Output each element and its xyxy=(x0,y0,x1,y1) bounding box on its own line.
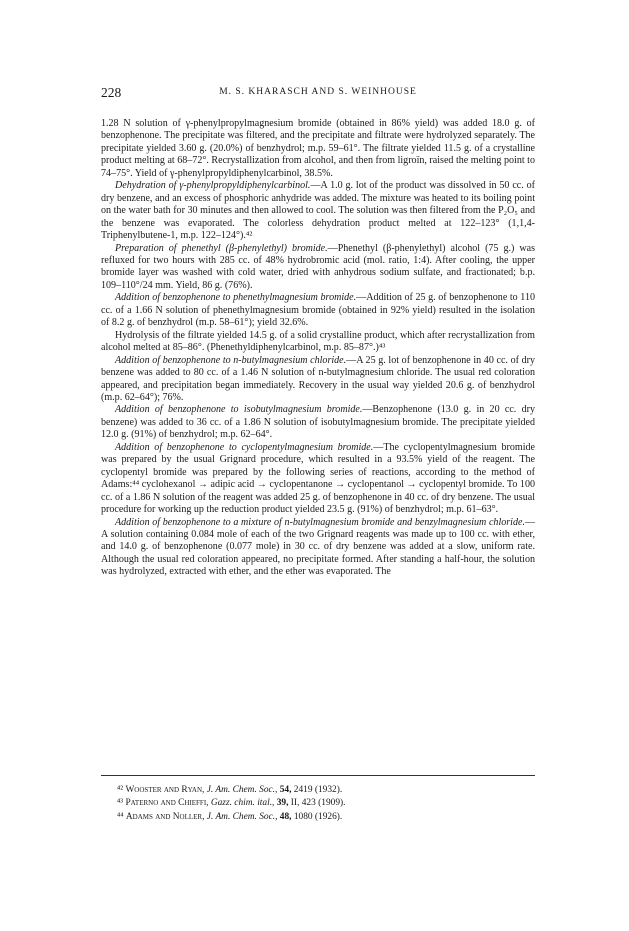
footnote-mark: ⁴⁴ xyxy=(117,811,124,822)
footnote-citation: 1080 (1926). xyxy=(293,811,343,822)
paragraph xyxy=(101,292,535,329)
section-title: Addition of benzophenone to a mixture of n-butylmagnesium bromide and benzylmagnesium chloride. xyxy=(115,516,525,528)
footnote-divider xyxy=(101,775,535,776)
footnote-volume: 54, xyxy=(279,785,292,795)
footnote-journal: J. Am. Chem. Soc., xyxy=(206,811,278,822)
paragraph-text: —Addition of 25 g. of benzophenone to 110 cc. of a 1.66 N solution of phenethylmagnesium bromide (obtained in 92% yield) resulted in the isolation of 8.2 g. of benzhydrol (m.p. 58–61°); yield 32.6%. xyxy=(101,292,535,329)
paragraph xyxy=(101,442,535,517)
page-number: 228 xyxy=(101,85,122,100)
section-title: Dehydration of γ-phenylpropyldiphenylcarbinol. xyxy=(115,180,311,192)
page-header xyxy=(101,85,535,101)
paragraph-text: Hydrolysis of the filtrate yielded 14.5 g. of a solid crystalline product, which after recrystallization from alcohol melted at 85–86°. (Phenethyldiphenylcarbinol, m.p. 85–87°.)⁴³ xyxy=(101,329,535,354)
section-title: Addition of benzophenone to phenethylmagnesium bromide. xyxy=(115,292,357,304)
paragraph-text: —Benzophenone (13.0 g. in 20 cc. dry benzene) was added to 36 cc. of a 1.86 N solution of isobutylmagnesium bromide. The precipitate yielded 12.0 g. (91%) of benzhydrol; m.p. 62–64°. xyxy=(101,404,535,441)
footnote xyxy=(101,811,535,824)
footnote-journal: Gazz. chim. ital., xyxy=(210,798,275,809)
footnote-authors: Adams and Noller, xyxy=(125,811,205,822)
footnote-volume: 48, xyxy=(279,811,292,822)
footnote-journal: J. Am. Chem. Soc., xyxy=(206,785,278,795)
paragraph-text: —A solution containing 0.084 mole of each of the two Grignard reagents was made up to 100 cc. with ether, and 14.0 g. of benzophenone (0.077 mole) in 30 cc. of dry benzene was added at a slow, uniform rate. Although the usual red coloration appeared, no precipitate formed. After standing a half-hour, the solution was hydrolyzed, extracted with ether, and the ether was evaporated. The xyxy=(101,516,535,578)
paragraph xyxy=(101,404,535,441)
paragraph xyxy=(101,243,535,293)
paragraph-text: —Phenethyl (β-phenylethyl) alcohol (75 g.) was refluxed for two hours with 285 cc. of 48% hydrobromic acid (mol. ratio, 1:4). After cooling, the upper bromide layer was washed with cold water, dried with anhydrous sodium sulfate, and fractionated; b.p. 109–110°/24 mm. Yield, 86 g. (76%). xyxy=(101,242,535,291)
running-head: M. S. KHARASCH AND S. WEINHOUSE xyxy=(219,87,417,97)
footnote-authors: Wooster and Ryan, xyxy=(125,785,205,795)
paragraph-text: —The cyclopentylmagnesium bromide was prepared by the usual Grignard procedure, which resulted in a 93.5% yield of the reagent. The cyclopentyl bromide was prepared by the following series of reactions, according to the method of Adams:⁴⁴ cyclohexanol → adipic acid → cyclopentanone → cyclopentanol → cyclopentyl bromide. To 100 cc. of a 1.86 N solution of the reagent was added 25 g. of benzophenone in 40 cc. of dry benzene. The usual procedure for working up the reduction product yielded 23.5 g. (91%) of benzhydrol; m.p. 61–63°. xyxy=(101,441,535,516)
paragraph-text: —A 25 g. lot of benzophenone in 40 cc. of dry benzene was added to 80 cc. of a 1.46 N solution of n-butylmagnesium chloride. The usual red coloration appeared, and precipitation began immediately. Recovery in the usual way yielded 20.6 g. of benzhydrol (m.p. 62–64°); 76%. xyxy=(101,354,535,403)
body-text xyxy=(101,118,535,579)
footnotes xyxy=(101,784,535,824)
section-title: Addition of benzophenone to n-butylmagnesium chloride. xyxy=(115,354,347,366)
paragraph xyxy=(101,118,535,180)
paragraph-text: 1.28 N solution of γ-phenylpropylmagnesium bromide (obtained in 86% yield) was added 18.0 g. of benzophenone. The precipitate was filtered, and the precipitate and filtrate were hydrolyzed separately. The precipitate yielded 3.60 g. (20.0%) of benzhydrol; m.p. 59–61°. The filtrate yielded 11.5 g. of a crystalline product melting at 68–72°. Recrystallization from alcohol, and then from ligroïn, raised the melting point to 74–75°. Yield of γ-phenylpropyldiphenylcarbinol, 38.5%. xyxy=(101,118,535,179)
paragraph xyxy=(101,355,535,405)
footnote-mark: ⁴² xyxy=(117,785,124,795)
paragraph xyxy=(101,517,535,579)
paragraph xyxy=(101,180,535,242)
footnote-citation: 2419 (1932). xyxy=(293,785,343,795)
footnote-mark: ⁴³ xyxy=(117,798,124,809)
footnote xyxy=(101,797,535,810)
section-title: Preparation of phenethyl (β-phenylethyl) bromide. xyxy=(115,242,328,254)
paragraph-text: —A 1.0 g. lot of the product was dissolved in 50 cc. of dry benzene, and an excess of phosphoric anhydride was added. The mixture was heated to its boiling point on the water bath for 30 minutes and then allowed to cool. The solution was then filtered from the P₂O₅ and the benzene was evaporated. The colorless dehydration product melted at 122–123° (1,1,4-Triphenylbutene-1, m.p. 122–124°).⁴² xyxy=(101,180,535,242)
footnote-authors: Paterno and Chieffi, xyxy=(125,798,209,809)
section-title: Addition of benzophenone to cyclopentylmagnesium bromide. xyxy=(115,441,374,453)
footnote-volume: 39, xyxy=(276,798,289,809)
paragraph xyxy=(101,330,535,355)
footnote xyxy=(101,784,535,797)
footnote-citation: II, 423 (1909). xyxy=(290,798,346,809)
section-title: Addition of benzophenone to isobutylmagnesium bromide. xyxy=(115,404,363,416)
